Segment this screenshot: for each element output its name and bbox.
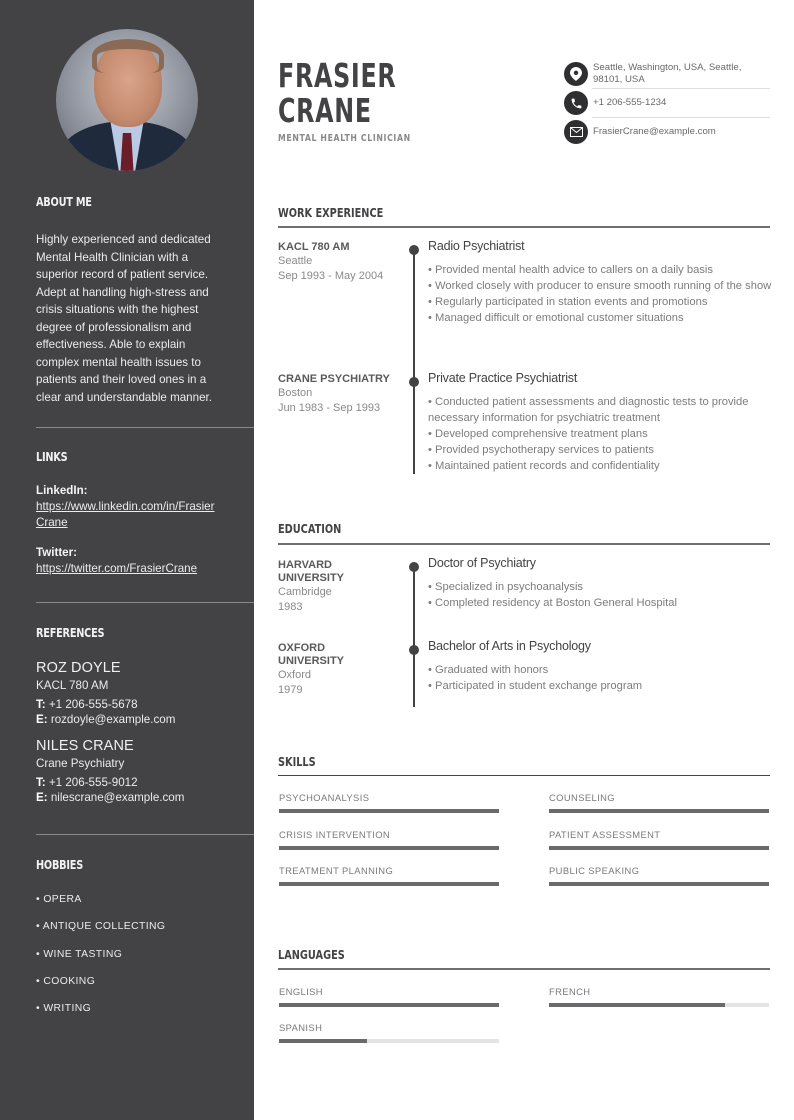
- address-text: [593, 62, 741, 86]
- hobby-item: • WRITING: [36, 1003, 92, 1015]
- full-name: [278, 58, 396, 128]
- phone-text[interactable]: +1 206-555-1234: [593, 97, 667, 108]
- edu-location: Oxford: [278, 669, 312, 681]
- edu-item-detail: [428, 556, 772, 611]
- bullet: • Developed comprehensive treatment plans: [428, 428, 648, 440]
- edu-bullets: [428, 579, 772, 611]
- about-section: [36, 194, 226, 406]
- first-name: FRASIER: [278, 56, 397, 95]
- language-bar-fill: [549, 1003, 725, 1007]
- work-org: CRANE PSYCHIATRY: [278, 373, 390, 385]
- skill-item: [279, 865, 499, 886]
- language-bar-track: [279, 1039, 499, 1043]
- hobby-item: • COOKING: [36, 975, 96, 987]
- reference-phone: [36, 697, 226, 712]
- links-title: LINKS: [36, 449, 68, 464]
- language-bar-fill: [279, 1039, 367, 1043]
- work-dates: Sep 1993 - May 2004: [278, 269, 384, 282]
- link-linkedin: [36, 484, 226, 530]
- skill-label: PUBLIC SPEAKING: [549, 865, 640, 876]
- reference-phone: [36, 775, 226, 790]
- timeline-line: [413, 566, 415, 707]
- bullet: • Worked closely with producer to ensure smooth running of the show: [428, 280, 772, 292]
- references-section: [36, 625, 226, 805]
- sidebar-divider: [36, 602, 254, 603]
- skill-bar-track: [549, 809, 769, 813]
- timeline-dot: [409, 377, 419, 387]
- skill-label: TREATMENT PLANNING: [279, 865, 394, 876]
- work-item-meta: [278, 373, 398, 415]
- work-bullets: [428, 262, 772, 326]
- about-title: ABOUT ME: [36, 194, 92, 209]
- twitter-label: Twitter:: [36, 546, 78, 559]
- work-bullets: [428, 394, 772, 474]
- email-value: nilescrane@example.com: [50, 791, 185, 804]
- language-label: SPANISH: [279, 1022, 323, 1033]
- contact-divider: [592, 88, 770, 89]
- link-twitter: [36, 546, 226, 577]
- references-title: REFERENCES: [36, 625, 105, 640]
- work-title: WORK EXPERIENCE: [278, 205, 384, 220]
- sidebar-divider: [36, 427, 254, 428]
- skill-item: [549, 829, 769, 850]
- languages-title: LANGUAGES: [278, 947, 345, 962]
- phone-label: T:: [36, 698, 46, 711]
- sidebar: [0, 0, 254, 1120]
- phone-value: +1 206-555-9012: [48, 776, 138, 789]
- section-rule: [278, 543, 770, 545]
- reference-org: KACL 780 AM: [36, 679, 109, 692]
- bullet: • Conducted patient assessments and diagnostic tests to provide necessary information for psychiatric treatment: [428, 396, 749, 424]
- work-location: Seattle: [278, 255, 313, 267]
- linkedin-link[interactable]: https://www.linkedin.com/in/FrasierCrane: [36, 500, 215, 529]
- hobbies-section: [36, 857, 226, 1030]
- edu-dates: 1979: [278, 683, 303, 696]
- bullet: • Completed residency at Boston General Hospital: [428, 597, 677, 609]
- edu-item-meta: [278, 642, 368, 697]
- edu-degree: Doctor of Psychiatry: [428, 556, 536, 570]
- email-label: E:: [36, 713, 48, 726]
- edu-location: Cambridge: [278, 586, 332, 598]
- timeline-dot: [409, 645, 419, 655]
- reference-org: Crane Psychiatry: [36, 757, 125, 770]
- timeline-dot: [409, 562, 419, 572]
- job-title: MENTAL HEALTH CLINICIAN: [278, 133, 411, 144]
- edu-degree: Bachelor of Arts in Psychology: [428, 639, 591, 653]
- skill-bar-fill: [279, 809, 499, 813]
- work-role: Private Practice Psychiatrist: [428, 371, 578, 385]
- skill-bar-fill: [549, 882, 769, 886]
- section-rule: [278, 968, 770, 970]
- work-role: Radio Psychiatrist: [428, 239, 525, 253]
- skill-item: [279, 829, 499, 850]
- email-value: rozdoyle@example.com: [50, 713, 176, 726]
- language-label: FRENCH: [549, 986, 591, 997]
- skill-bar-track: [279, 882, 499, 886]
- hobby-item: • WINE TASTING: [36, 948, 123, 960]
- bullet: • Provided psychotherapy services to patients: [428, 444, 654, 456]
- skill-bar-track: [279, 846, 499, 850]
- section-rule: [278, 226, 770, 228]
- skill-bar-fill: [279, 846, 499, 850]
- hobby-item: • ANTIQUE COLLECTING: [36, 921, 166, 933]
- bullet: • Graduated with honors: [428, 664, 549, 676]
- language-item: [549, 986, 769, 1007]
- skills-title: SKILLS: [278, 754, 316, 769]
- skill-label: PSYCHOANALYSIS: [279, 792, 370, 803]
- work-item-detail: [428, 371, 772, 474]
- skill-bar-fill: [549, 846, 769, 850]
- reference-item: [36, 660, 226, 727]
- timeline-line: [413, 248, 415, 474]
- language-item: [279, 986, 499, 1007]
- email-text[interactable]: FrasierCrane@example.com: [593, 126, 716, 137]
- bullet: • Participated in student exchange program: [428, 680, 643, 692]
- education-title: EDUCATION: [278, 521, 342, 536]
- contact-address: [564, 62, 770, 86]
- profile-photo: [56, 29, 198, 171]
- location-pin-icon: [564, 62, 588, 86]
- work-item-meta: [278, 241, 398, 283]
- section-rule: [278, 775, 770, 776]
- skill-bar-track: [549, 846, 769, 850]
- phone-value: +1 206-555-5678: [48, 698, 138, 711]
- reference-email: [36, 790, 226, 805]
- phone-icon: [564, 91, 588, 115]
- timeline-dot: [409, 245, 419, 255]
- bullet: • Maintained patient records and confidentiality: [428, 460, 660, 472]
- edu-item-detail: [428, 639, 772, 694]
- language-bar-fill: [279, 1003, 499, 1007]
- language-label: ENGLISH: [279, 986, 323, 997]
- work-dates: Jun 1983 - Sep 1993: [278, 401, 381, 414]
- bullet: • Specialized in psychoanalysis: [428, 581, 584, 593]
- photo-hair: [92, 39, 164, 73]
- reference-name: NILES CRANE: [36, 738, 134, 754]
- skill-bar-track: [549, 882, 769, 886]
- skill-bar-fill: [279, 882, 499, 886]
- twitter-link[interactable]: https://twitter.com/FrasierCrane: [36, 562, 198, 575]
- last-name: CRANE: [278, 91, 372, 130]
- language-item: [279, 1022, 499, 1043]
- work-org: KACL 780 AM: [278, 241, 350, 253]
- reference-name: ROZ DOYLE: [36, 660, 121, 676]
- hobby-item: • OPERA: [36, 894, 82, 905]
- skill-bar-fill: [549, 809, 769, 813]
- reference-email: [36, 712, 226, 727]
- hobbies-list: [36, 894, 226, 1030]
- edu-dates: 1983: [278, 600, 303, 613]
- address-line1: Seattle, Washington, USA, Seattle,: [593, 62, 742, 73]
- phone-label: T:: [36, 776, 46, 789]
- bullet: • Managed difficult or emotional customer situations: [428, 312, 684, 324]
- skill-label: CRISIS INTERVENTION: [279, 829, 391, 840]
- work-location: Boston: [278, 387, 313, 399]
- linkedin-label: LinkedIn:: [36, 484, 88, 497]
- bullet: • Provided mental health advice to callers on a daily basis: [428, 264, 714, 276]
- bullet: • Regularly participated in station events and promotions: [428, 296, 708, 308]
- work-item-detail: [428, 239, 772, 326]
- reference-item: [36, 738, 226, 805]
- hobbies-title: HOBBIES: [36, 857, 83, 872]
- skill-item: [549, 792, 769, 813]
- sidebar-divider: [36, 834, 254, 835]
- contact-phone: [564, 91, 770, 115]
- skill-bar-track: [279, 809, 499, 813]
- envelope-icon: [564, 120, 588, 144]
- skill-label: COUNSELING: [549, 792, 615, 803]
- language-bar-track: [279, 1003, 499, 1007]
- skill-item: [279, 792, 499, 813]
- skill-item: [549, 865, 769, 886]
- edu-bullets: [428, 662, 772, 694]
- skill-label: PATIENT ASSESSMENT: [549, 829, 661, 840]
- contact-divider: [592, 117, 770, 118]
- email-label: E:: [36, 791, 48, 804]
- edu-org: HARVARD UNIVERSITY: [278, 559, 345, 584]
- language-bar-track: [549, 1003, 769, 1007]
- edu-item-meta: [278, 559, 368, 614]
- links-section: [36, 449, 226, 577]
- contact-email: [564, 120, 770, 144]
- edu-org: OXFORD UNIVERSITY: [278, 642, 345, 667]
- about-text: Highly experienced and dedicated Mental Health Clinician with a superior record of patient service. Adept at handling high-stress and crisis situations with the highest degree of professionalism and effectiveness. Able to explain complex mental health issues to patients and their loved ones in a clear and understandable manner.: [36, 233, 212, 404]
- address-line2: 98101, USA: [593, 74, 645, 85]
